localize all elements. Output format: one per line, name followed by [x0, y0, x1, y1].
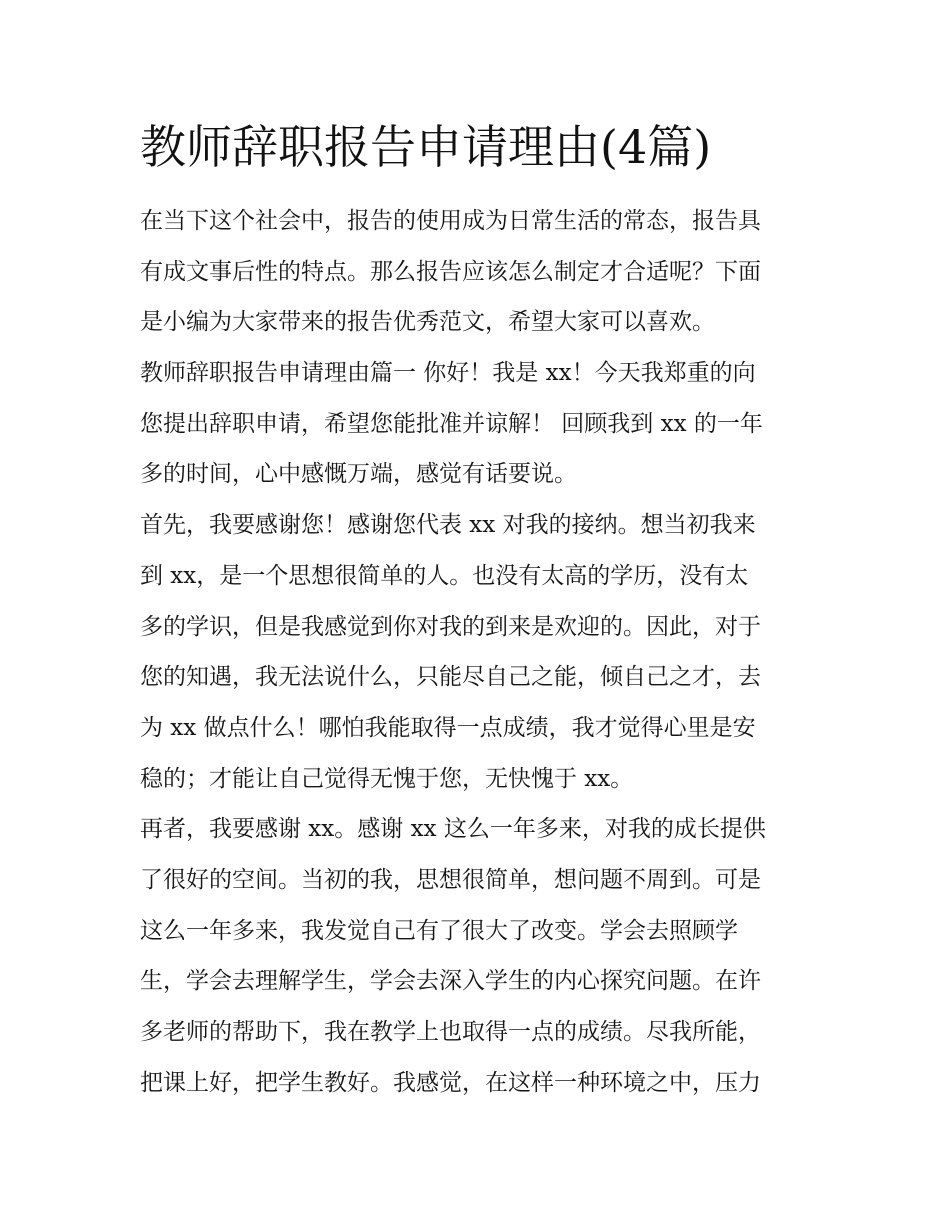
text-line: 多老师的帮助下，我在教学上也取得一点的成绩。尽我所能，: [140, 1019, 761, 1045]
text-line: 把课上好，把学生教好。我感觉，在这样一种环境之中，压力: [140, 1069, 761, 1096]
text-line: 这么一年多来，我发觉自己有了很大了改变。学会去照顾学: [140, 917, 738, 944]
text-line: 生，学会去理解学生，学会去深入学生的内心探究问题。在许: [140, 968, 761, 995]
text-line: 多的学识，但是我感觉到你对我的到来是欢迎的。因此，对于: [140, 613, 761, 640]
text-line: 您的知遇，我无法说什么，只能尽自己之能，倾自己之才，去: [140, 664, 761, 691]
text-line: 到 xx，是一个思想很简单的人。也没有太高的学历，没有太: [140, 562, 749, 589]
text-line: 多的时间，心中感慨万端，感觉有话要说。: [140, 461, 577, 488]
text-line: 在当下这个社会中，报告的使用成为日常生活的常态，报告具: [140, 208, 761, 234]
text-line: 有成文事后性的特点。那么报告应该怎么制定才合适呢？下面: [140, 258, 761, 285]
document-body: [140, 196, 812, 1108]
text-line: 稳的；才能让自己觉得无愧于您，无快愧于 xx。: [140, 765, 634, 792]
document-title: 教师辞职报告申请理由(4篇): [140, 120, 712, 174]
text-line: 再者，我要感谢 xx。感谢 xx 这么一年多来，对我的成长提供: [140, 816, 766, 843]
text-line: 您提出辞职申请，希望您能批准并谅解！ 回顾我到 xx 的一年: [140, 410, 763, 437]
text-line: 教师辞职报告申请理由篇一 你好！我是 xx！今天我郑重的向: [140, 360, 756, 387]
text-line: 了很好的空间。当初的我，思想很简单，想问题不周到。可是: [140, 866, 761, 893]
text-line: 是小编为大家带来的报告优秀范文，希望大家可以喜欢。: [140, 309, 715, 336]
text-line: 首先，我要感谢您！感谢您代表 xx 对我的接纳。想当初我来: [140, 512, 756, 539]
text-line: 为 xx 做点什么！哪怕我能取得一点成绩，我才觉得心里是安: [140, 714, 756, 741]
